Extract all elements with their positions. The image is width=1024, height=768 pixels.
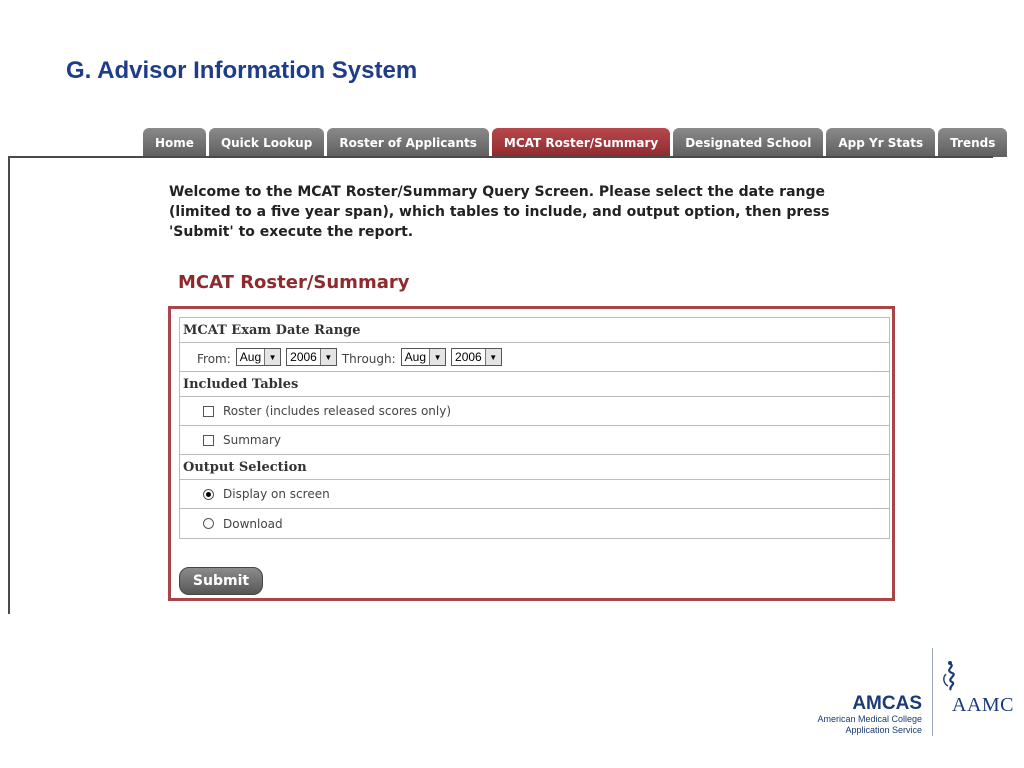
tab-designated-school[interactable]: Designated School [673, 128, 823, 157]
roster-option-row [180, 397, 889, 426]
content-frame-top-border [8, 156, 993, 158]
aamc-name: AAMC [952, 694, 1015, 716]
from-month-select[interactable] [236, 348, 281, 366]
content-frame-left-border [8, 156, 10, 614]
summary-option-row [180, 426, 889, 455]
date-range-header: MCAT Exam Date Range [180, 318, 889, 343]
intro-line-1: Welcome to the MCAT Roster/Summary Query Screen. Please select the date range [169, 184, 826, 200]
date-range-row [180, 343, 889, 372]
query-form-panel [168, 306, 895, 601]
download-option-row [180, 509, 889, 538]
tab-trends[interactable]: Trends [938, 128, 1007, 157]
amcas-subtitle-2: Application Service [845, 725, 922, 735]
from-month-value: Aug [239, 350, 262, 364]
amcas-name: AMCAS [852, 693, 922, 714]
chevron-down-icon: ▼ [429, 349, 445, 365]
from-year-value: 2006 [290, 350, 317, 364]
chevron-down-icon: ▼ [264, 349, 280, 365]
tab-quick-lookup[interactable]: Quick Lookup [209, 128, 324, 157]
included-tables-header: Included Tables [180, 372, 889, 397]
through-year-select[interactable] [451, 348, 502, 366]
logo-divider [932, 648, 933, 736]
intro-line-3: 'Submit' to execute the report. [169, 224, 414, 240]
through-label: Through: [341, 352, 396, 366]
roster-checkbox[interactable] [203, 406, 214, 417]
display-on-screen-radio[interactable] [203, 489, 214, 500]
tab-roster-of-applicants[interactable]: Roster of Applicants [327, 128, 489, 157]
chevron-down-icon: ▼ [485, 349, 501, 365]
display-option-row [180, 480, 889, 509]
query-form-table [179, 317, 890, 539]
submit-button[interactable]: Submit [179, 567, 263, 595]
form-title: MCAT Roster/Summary [178, 272, 410, 293]
from-year-select[interactable] [286, 348, 337, 366]
summary-checkbox[interactable] [203, 435, 214, 446]
summary-label: Summary [223, 433, 281, 447]
tab-app-yr-stats[interactable]: App Yr Stats [826, 128, 935, 157]
through-year-value: 2006 [455, 350, 482, 364]
chevron-down-icon: ▼ [320, 349, 336, 365]
through-month-select[interactable] [401, 348, 446, 366]
slide-title: G. Advisor Information System [66, 57, 418, 84]
through-month-value: Aug [404, 350, 427, 364]
tab-bar [143, 128, 1007, 157]
output-selection-header: Output Selection [180, 455, 889, 480]
intro-text [169, 182, 859, 242]
download-radio[interactable] [203, 518, 214, 529]
amcas-subtitle-1: American Medical College [817, 714, 922, 724]
tab-home[interactable]: Home [143, 128, 206, 157]
from-label: From: [197, 352, 231, 366]
tab-mcat-roster-summary[interactable]: MCAT Roster/Summary [492, 128, 670, 157]
download-label: Download [223, 516, 283, 531]
intro-line-2: (limited to a five year span), which tables to include, and output option, then press [169, 204, 830, 220]
display-on-screen-label: Display on screen [223, 487, 330, 501]
amcas-logo [790, 694, 922, 736]
roster-label: Roster (includes released scores only) [223, 404, 452, 418]
